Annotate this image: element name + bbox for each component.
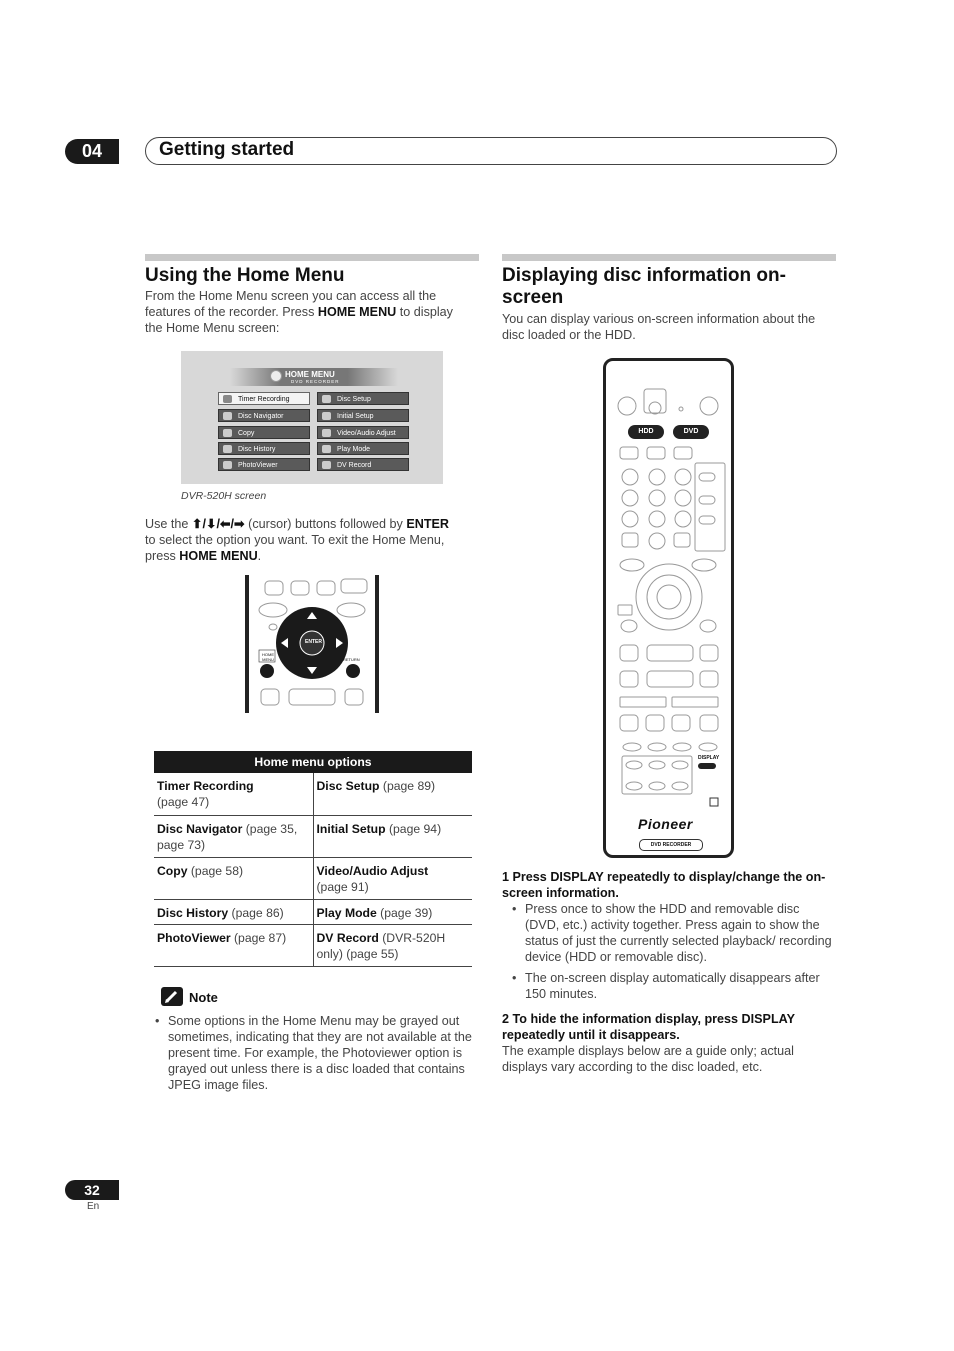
menu-item-disc-setup[interactable]: Disc Setup	[317, 392, 409, 405]
timer-icon	[223, 395, 232, 403]
note-pencil-icon	[161, 987, 183, 1006]
table-row: Timer Recording (page 47) Disc Setup (page 89)	[154, 773, 472, 815]
return-button-label: RETURN	[343, 657, 360, 662]
cursor-instructions: Use the ⬆/⬇/⬅/➡ (cursor) buttons followed by ENTER to select the option you want. To exit the Home Menu, press HOME MENU.	[145, 517, 450, 563]
disc-navigator-icon	[223, 412, 232, 420]
step-2-text: The example displays below are a guide only; actual displays vary according to the disc loaded, etc.	[502, 1044, 794, 1074]
enter-button-label: ENTER	[305, 639, 322, 645]
section-rule-left	[145, 254, 479, 261]
setup-icon	[322, 412, 331, 420]
home-menu-screen-subtitle: DVD RECORDER	[291, 379, 340, 384]
note-title: Note	[189, 990, 218, 1005]
table-row: Disc Navigator (page 35, page 73) Initial Setup (page 94)	[154, 815, 472, 857]
menu-item-disc-navigator[interactable]: Disc Navigator	[218, 409, 310, 422]
disc-history-icon	[223, 445, 232, 453]
menu-item-disc-history[interactable]: Disc History	[218, 442, 310, 455]
screen-caption: DVR-520H screen	[181, 490, 267, 502]
dvd-button: DVD	[673, 425, 709, 439]
remote-cursor-illustration	[245, 575, 381, 715]
copy-icon	[223, 429, 232, 437]
menu-item-copy[interactable]: Copy	[218, 426, 310, 439]
menu-item-initial-setup[interactable]: Initial Setup	[317, 409, 409, 422]
menu-item-photoviewer[interactable]: PhotoViewer	[218, 458, 310, 471]
heading-home-menu: Using the Home Menu	[145, 265, 345, 286]
home-menu-intro: From the Home Menu screen you can access all the features of the recorder. Press HOME MENU to display the Home Menu screen:	[145, 289, 453, 335]
disc-setup-icon	[322, 395, 331, 403]
home-menu-screen-title: HOME MENU	[285, 370, 335, 379]
step-2-title: 2 To hide the information display, press DISPLAY repeatedly until it disappears.	[502, 1012, 795, 1042]
play-mode-icon	[322, 445, 331, 453]
cursor-arrows-icon: ⬆/⬇/⬅/➡	[191, 517, 245, 531]
page-number: 32	[65, 1180, 119, 1200]
dvd-recorder-label: DVD RECORDER	[639, 839, 703, 851]
menu-item-video-audio-adjust[interactable]: Video/Audio Adjust	[317, 426, 409, 439]
display-button-label: DISPLAY	[698, 755, 720, 761]
photo-icon	[223, 461, 232, 469]
table-row: Copy (page 58) Video/Audio Adjust (page 91)	[154, 857, 472, 899]
note-text: • Some options in the Home Menu may be grayed out sometimes, indicating that they are not available at the present time. For example, the Photoviewer option is grayed out unless there is a disc loaded that contains JPEG image files.	[155, 1014, 472, 1092]
chapter-number: 04	[65, 139, 119, 164]
disc-logo-icon	[270, 370, 282, 382]
menu-item-play-mode[interactable]: Play Mode	[317, 442, 409, 455]
table-header: Home menu options	[154, 751, 472, 773]
remote-buttons	[606, 361, 731, 855]
disc-info-intro: You can display various on-screen information about the disc loaded or the HDD.	[502, 312, 816, 342]
pioneer-logo: Pioneer	[638, 816, 693, 832]
menu-item-dv-record[interactable]: DV Record	[317, 458, 409, 471]
step-1-title: 1 Press DISPLAY repeatedly to display/change the on-screen information.	[502, 870, 826, 900]
heading-disc-info: Displaying disc information on- screen	[502, 265, 786, 308]
home-menu-button-label: HOME MENU	[262, 652, 274, 662]
table-row: PhotoViewer (page 87) DV Record (DVR-520H only) (page 55)	[154, 924, 472, 966]
step-1-bullet: • Press once to show the HDD and removable disc (DVD, etc.) activity together. Press again to show the status of just the currently selected playback/ recording device (HDD or removable disc).	[512, 902, 832, 964]
menu-item-timer-recording[interactable]: Timer Recording	[218, 392, 310, 405]
dv-record-icon	[322, 461, 331, 469]
home-menu-options-table	[154, 751, 472, 967]
language-code: En	[87, 1201, 100, 1212]
chapter-title: Getting started	[159, 139, 295, 160]
step-1-bullet: • The on-screen display automatically disappears after 150 minutes.	[512, 971, 820, 1001]
hdd-button: HDD	[628, 425, 664, 439]
section-rule-right	[502, 254, 836, 261]
video-audio-icon	[322, 429, 331, 437]
table-row: Disc History (page 86) Play Mode (page 39)	[154, 899, 472, 924]
